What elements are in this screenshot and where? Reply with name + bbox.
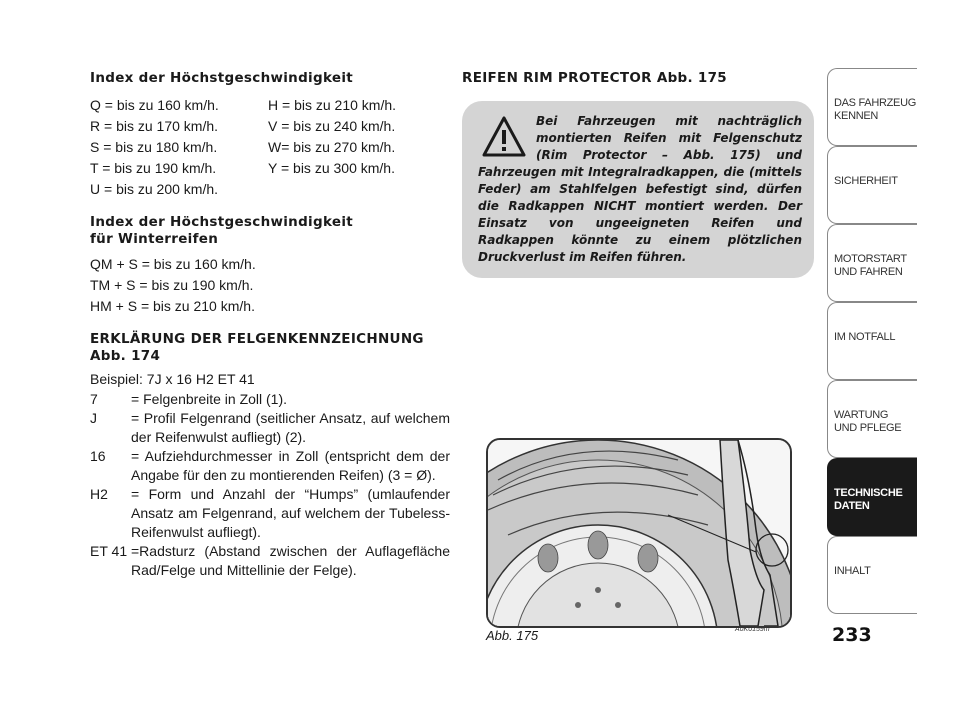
winter-index-heading: Index der Höchstgeschwindigkeit (90, 214, 353, 230)
rim-definition (90, 447, 450, 485)
rim-definition (90, 542, 450, 580)
nav-label: DATEN (834, 500, 870, 512)
chapter-nav (827, 68, 917, 614)
nav-tab-im-notfall[interactable] (827, 302, 917, 380)
nav-label: INHALT (834, 565, 871, 577)
speed-item: H = bis zu 210 km/h. (268, 97, 397, 113)
warning-text: Bei Fahrzeugen mit nachträglich montierten Reifen mit Felgenschutz (Rim Protector – Abb. 175) und Fahrzeugen mit Integralradkappen, die (mittels Feder) am Stahlfelgen befestigt sind, dürfen die Radkappen NICHT montiert werden. Der Einsatz von ungeeigneten Reifen und Radkappen könnte zu einem plötzlichen Druckverlust im Reifen führen. (478, 114, 802, 264)
rim-marking-heading-ref: Abb. 174 (90, 348, 161, 364)
rim-def-text: = Form und Anzahl der “Humps” (umlaufender Ansatz am Felgenrand, auf welchem der Tubeless-Reifenwulst aufliegt). (131, 486, 450, 540)
left-column (90, 70, 450, 580)
nav-label: WARTUNG (834, 409, 889, 421)
rim-def-key: 7 (90, 391, 98, 407)
rim-definition (90, 390, 450, 409)
figure-code: A0K0159m (735, 626, 770, 633)
winter-index-heading-line2: für Winterreifen (90, 231, 219, 247)
right-column (462, 70, 814, 278)
figure-caption: Abb. 175 (486, 628, 539, 643)
speed-item: U = bis zu 200 km/h. (90, 181, 219, 197)
rim-def-key: H2 (90, 486, 108, 502)
nav-tab-wartung[interactable] (827, 380, 917, 458)
rim-protector-heading: REIFEN RIM PROTECTOR Abb. 175 (462, 70, 728, 86)
speed-item: Y = bis zu 300 km/h. (268, 160, 395, 176)
rim-example: Beispiel: 7J x 16 H2 ET 41 (90, 371, 255, 387)
nav-label: IM NOTFALL (834, 331, 896, 343)
speed-item: R = bis zu 170 km/h. (90, 118, 219, 134)
rim-def-text: = Aufziehdurchmesser in Zoll (entspricht dem der Angabe für den zu montierenden Reifen) (3 = Ø). (131, 448, 450, 483)
speed-item: W= bis zu 270 km/h. (268, 139, 396, 155)
rim-definition (90, 409, 450, 447)
speed-index-heading: Index der Höchstgeschwindigkeit (90, 70, 353, 86)
rim-def-key: J (90, 410, 97, 426)
nav-label: DAS FAHRZEUG (834, 97, 916, 109)
speed-item: Q = bis zu 160 km/h. (90, 97, 219, 113)
tire-figure (486, 438, 792, 628)
nav-label: UND FAHREN (834, 266, 903, 278)
nav-label: SICHERHEIT (834, 175, 898, 187)
nav-label: TECHNISCHE (834, 487, 903, 499)
speed-index-table (90, 95, 450, 200)
tire-illustration (488, 440, 790, 626)
nav-tab-sicherheit[interactable] (827, 146, 917, 224)
rim-marking-heading: ERKLÄRUNG DER FELGENKENNZEICHNUNG (90, 331, 424, 347)
nav-tab-fahrzeug-kennen[interactable] (827, 68, 917, 146)
winter-item: HM + S = bis zu 210 km/h. (90, 298, 255, 314)
rim-definition (90, 485, 450, 542)
winter-item: TM + S = bis zu 190 km/h. (90, 277, 254, 293)
nav-tab-motorstart[interactable] (827, 224, 917, 302)
rim-def-key: ET 41 (90, 543, 128, 559)
page-number: 233 (832, 624, 872, 646)
winter-item: QM + S = bis zu 160 km/h. (90, 256, 256, 272)
rim-def-text: = Profil Felgenrand (seitlicher Ansatz, auf welchem der Reifenwulst aufliegt) (2). (131, 410, 450, 445)
rim-def-text: = Felgenbreite in Zoll (1). (131, 391, 288, 407)
speed-item: S = bis zu 180 km/h. (90, 139, 218, 155)
rim-def-key: 16 (90, 448, 106, 464)
nav-tab-technische-daten[interactable] (827, 458, 917, 536)
nav-label: KENNEN (834, 110, 879, 122)
speed-item: V = bis zu 240 km/h. (268, 118, 396, 134)
speed-item: T = bis zu 190 km/h. (90, 160, 217, 176)
nav-label: MOTORSTART (834, 253, 907, 265)
nav-tab-inhalt[interactable] (827, 536, 917, 614)
nav-label: UND PFLEGE (834, 422, 902, 434)
warning-box (462, 101, 814, 278)
rim-def-text: =Radsturz (Abstand zwischen der Auflagefläche Rad/Felge und Mittellinie der Felge). (131, 543, 450, 578)
warning-icon (482, 115, 526, 159)
